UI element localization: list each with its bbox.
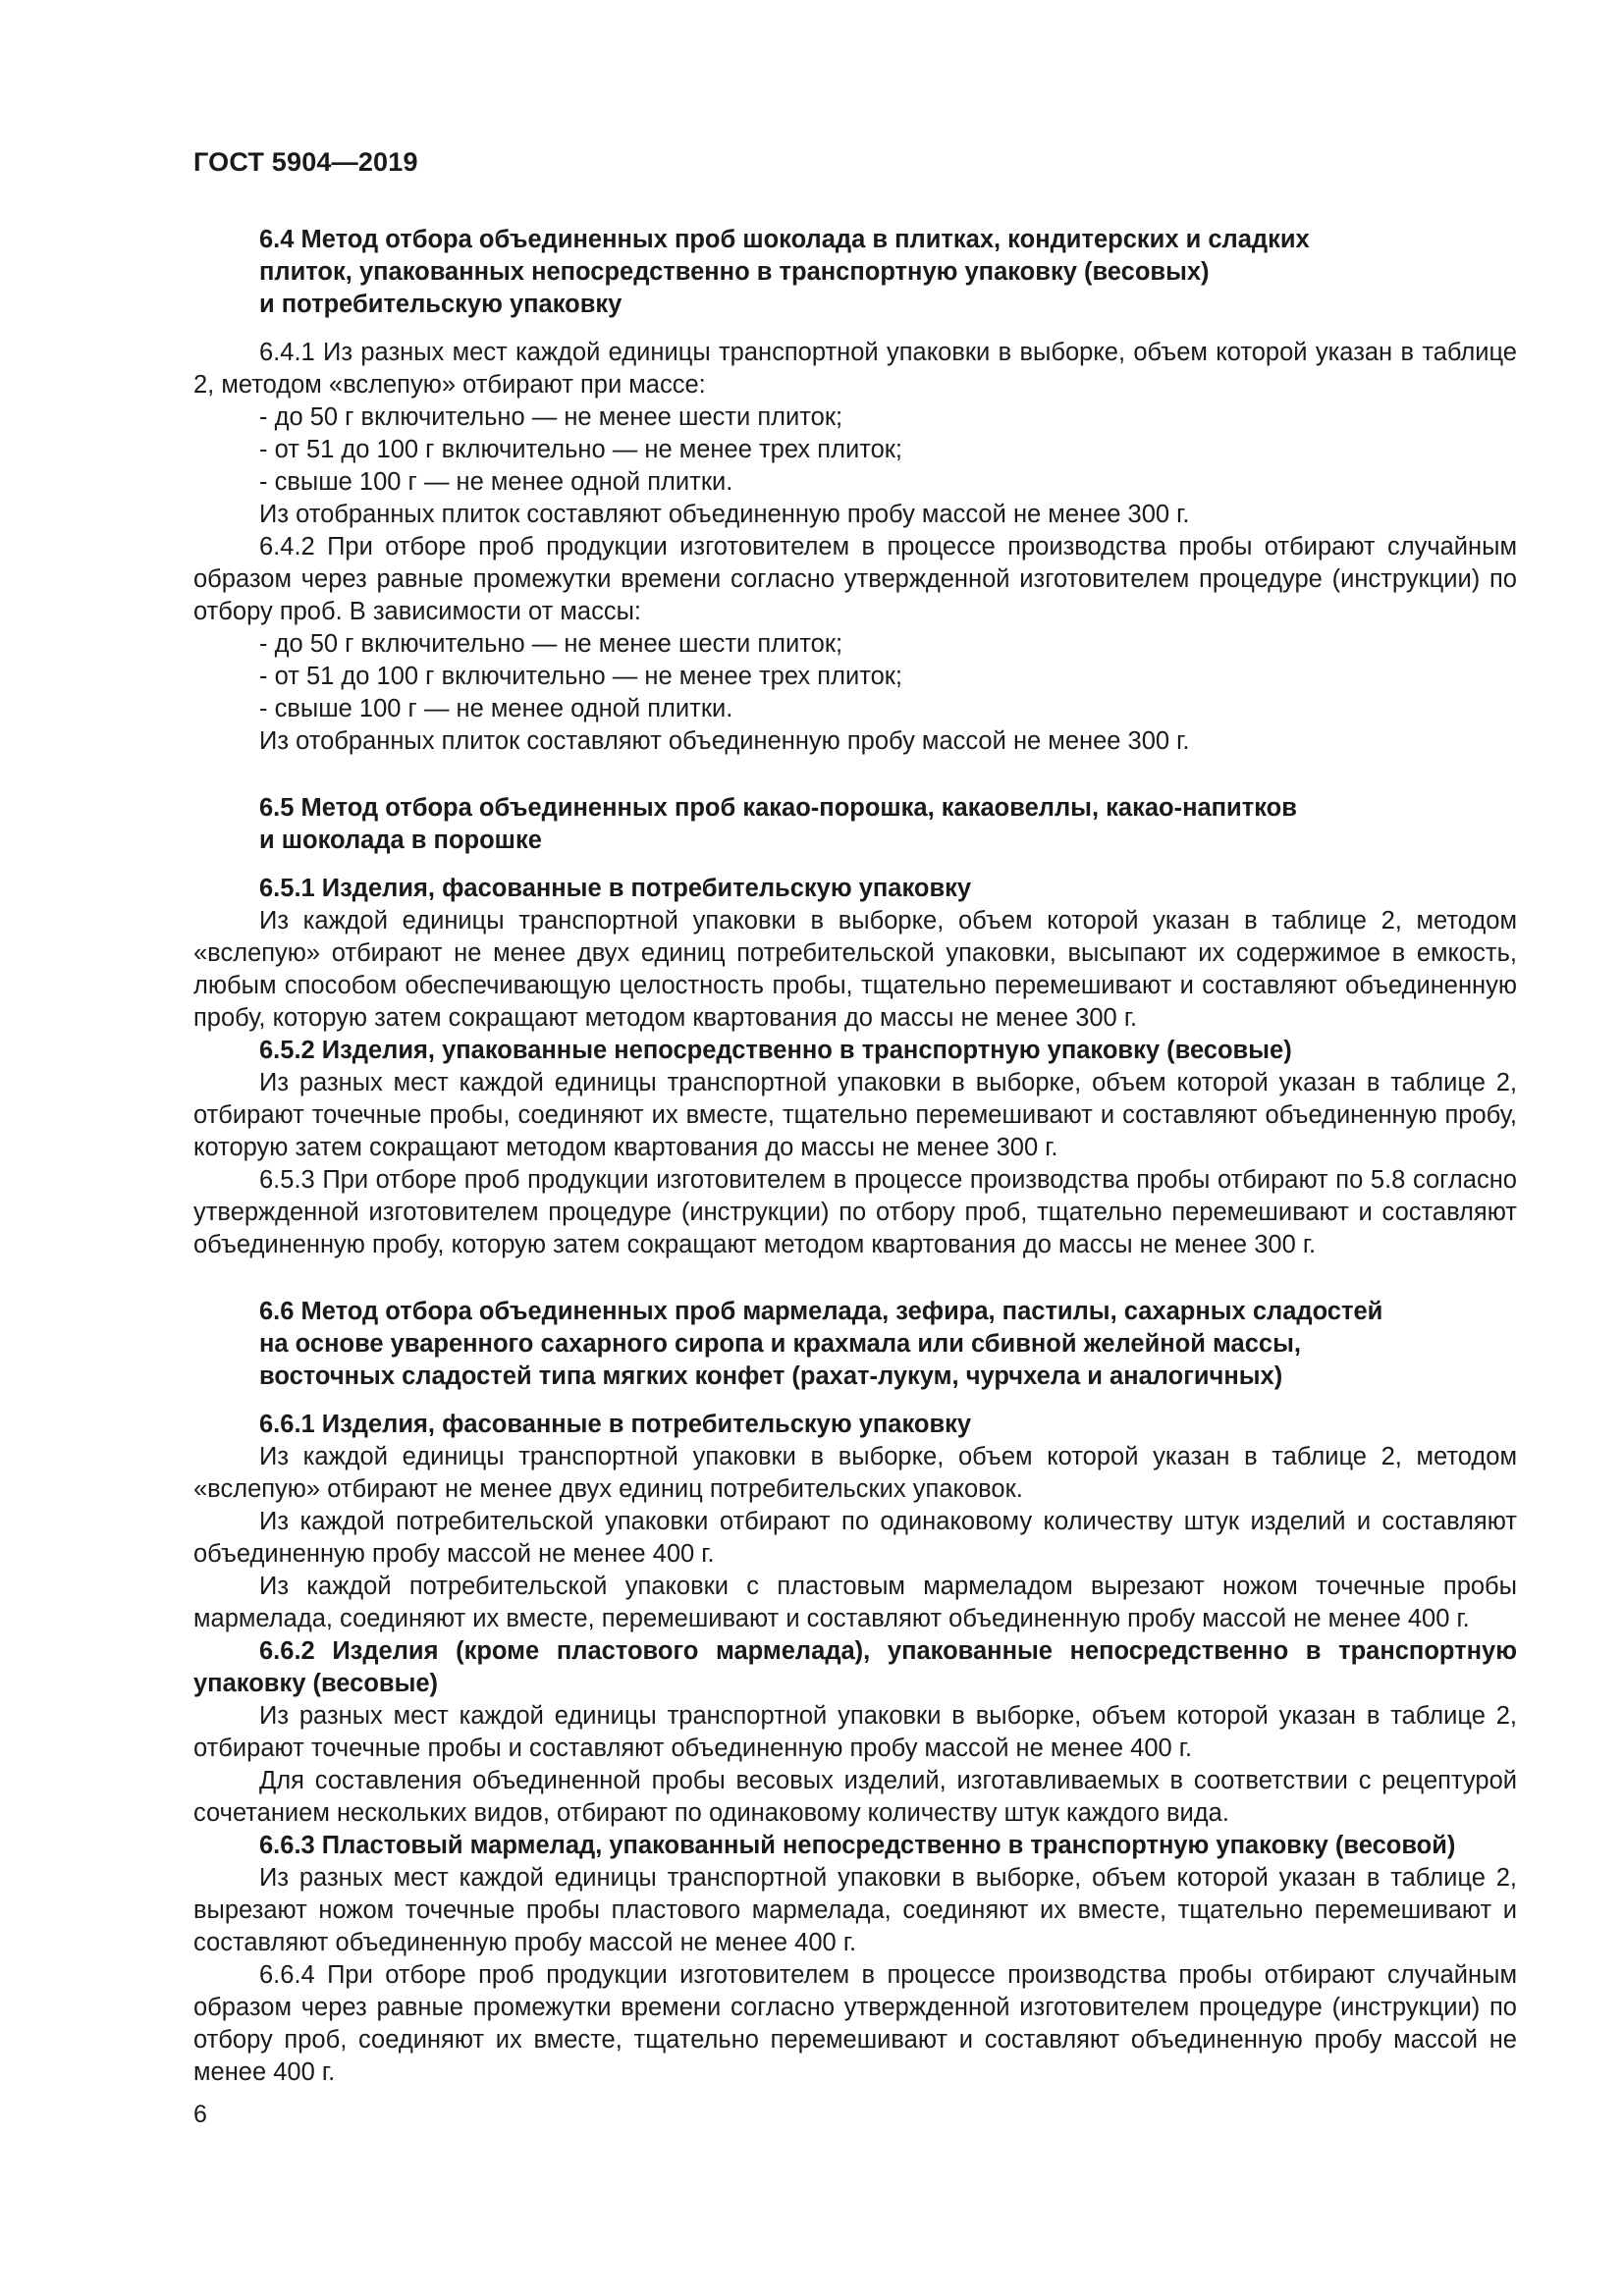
document-body xyxy=(193,224,1517,2089)
clause-6-4-2: 6.4.2 При отборе проб продукции изготовителем в процессе производства пробы отбирают случайным образом через равные промежутки времени согласно утвержденной изготовителем процедуре (инструкции) по отбору проб. В зависимости от массы: xyxy=(193,533,1517,625)
section-6-5-heading: 6.5 Метод отбора объединенных проб какао-порошка, какаовеллы, какао-напитков и шоколада в порошке xyxy=(259,794,1297,854)
list-item: - от 51 до 100 г включительно — не менее трех плиток; xyxy=(259,663,903,690)
summary-paragraph: Из отобранных плиток составляют объединенную пробу массой не менее 300 г. xyxy=(259,501,1190,528)
document-code-header: ГОСТ 5904—2019 xyxy=(193,147,418,177)
clause-6-5-1-text: Из каждой единицы транспортной упаковки в выборке, объем которой указан в таблице 2, методом «вслепую» отбирают не менее двух единиц потребительской упаковки, высыпают их содержимое в емкость, любым способом обеспечивающую целостность пробы, тщательно перемешивают и составляют объединенную пробу, которую затем сокращают методом квартования до массы не менее 300 г. xyxy=(193,907,1517,1032)
page-number: 6 xyxy=(193,2101,207,2128)
clause-6-4-1: 6.4.1 Из разных мест каждой единицы транспортной упаковки в выборке, объем которой указан в таблице 2, методом «вслепую» отбирают при массе: xyxy=(193,339,1517,399)
subsection-6-6-1-heading: 6.6.1 Изделия, фасованные в потребительскую упаковку xyxy=(259,1411,972,1438)
list-item: - до 50 г включительно — не менее шести плиток; xyxy=(259,403,843,431)
clause-6-6-2-text-b: Для составления объединенной пробы весовых изделий, изготавливаемых в соответствии с рецептурой сочетанием нескольких видов, отбирают по одинаковому количеству штук каждого вида. xyxy=(193,1767,1517,1827)
clause-6-5-3: 6.5.3 При отборе проб продукции изготовителем в процессе производства пробы отбирают по 5.8 согласно утвержденной изготовителем процедуре (инструкции) по отбору проб, тщательно перемешивают и составляют объединенную пробу, которую затем сокращают методом квартования до массы не менее 300 г. xyxy=(193,1166,1517,1258)
list-item: - свыше 100 г — не менее одной плитки. xyxy=(259,695,733,722)
clause-6-6-3-text: Из разных мест каждой единицы транспортной упаковки в выборке, объем которой указан в таблице 2, вырезают ножом точечные пробы пластового мармелада, соединяют их вместе, тщательно перемешивают и составляют объединенную пробу массой не менее 400 г. xyxy=(193,1864,1517,1956)
subsection-6-6-2-heading: 6.6.2 Изделия (кроме пластового мармелада), упакованные непосредственно в транспортную упаковку (весовые) xyxy=(193,1637,1517,1697)
subsection-6-6-3-heading: 6.6.3 Пластовый мармелад, упакованный непосредственно в транспортную упаковку (весовой) xyxy=(259,1832,1456,1859)
summary-paragraph: Из отобранных плиток составляют объединенную пробу массой не менее 300 г. xyxy=(259,727,1190,755)
list-item: - от 51 до 100 г включительно — не менее трех плиток; xyxy=(259,436,903,463)
clause-6-6-1-text-b: Из каждой потребительской упаковки отбирают по одинаковому количеству штук изделий и составляют объединенную пробу массой не менее 400 г. xyxy=(193,1508,1517,1568)
clause-6-6-4: 6.6.4 При отборе проб продукции изготовителем в процессе производства пробы отбирают случайным образом через равные промежутки времени согласно утвержденной изготовителем процедуре (инструкции) по отбору проб, соединяют их вместе, тщательно перемешивают и составляют объединенную пробу массой не менее 400 г. xyxy=(193,1961,1517,2086)
list-item: - до 50 г включительно — не менее шести плиток; xyxy=(259,630,843,658)
clause-6-5-2-text: Из разных мест каждой единицы транспортной упаковки в выборке, объем которой указан в таблице 2, отбирают точечные пробы, соединяют их вместе, тщательно перемешивают и составляют объединенную пробу, которую затем сокращают методом квартования до массы не менее 300 г. xyxy=(193,1069,1517,1161)
list-item: - свыше 100 г — не менее одной плитки. xyxy=(259,468,733,496)
clause-6-6-1-text-a: Из каждой единицы транспортной упаковки в выборке, объем которой указан в таблице 2, методом «вслепую» отбирают не менее двух единиц потребительских упаковок. xyxy=(193,1443,1517,1503)
section-6-4-heading: 6.4 Метод отбора объединенных проб шоколада в плитках, кондитерских и сладких плиток, упакованных непосредственно в транспортную упаковку (весовых) и потребительскую упаковку xyxy=(259,226,1310,318)
subsection-6-5-1-heading: 6.5.1 Изделия, фасованные в потребительскую упаковку xyxy=(259,875,972,902)
section-6-6-heading: 6.6 Метод отбора объединенных проб мармелада, зефира, пастилы, сахарных сладостей на основе уваренного сахарного сиропа и крахмала или сбивной желейной массы, восточных сладостей типа мягких конфет (рахат-лукум, чурчхела и аналогичных) xyxy=(259,1298,1383,1390)
subsection-6-5-2-heading: 6.5.2 Изделия, упакованные непосредственно в транспортную упаковку (весовые) xyxy=(259,1037,1292,1064)
clause-6-6-1-text-c: Из каждой потребительской упаковки с пластовым мармеладом вырезают ножом точечные пробы мармелада, соединяют их вместе, перемешивают и составляют объединенную пробу массой не менее 400 г. xyxy=(193,1573,1517,1632)
clause-6-6-2-text-a: Из разных мест каждой единицы транспортной упаковки в выборке, объем которой указан в таблице 2, отбирают точечные пробы и составляют объединенную пробу массой не менее 400 г. xyxy=(193,1702,1517,1762)
